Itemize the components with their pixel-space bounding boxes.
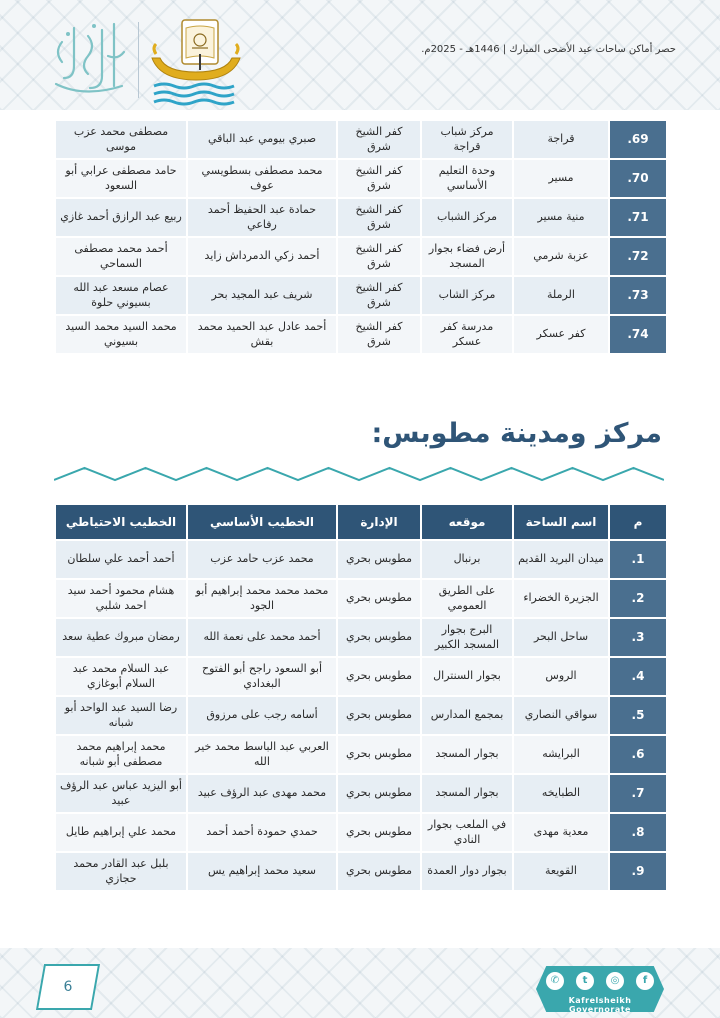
cell-primary: حمادة عبد الحفيظ أحمد رفاعي <box>188 199 336 236</box>
cell-location: بجوار المسجد <box>422 736 512 773</box>
cell-backup: حامد مصطفى عرابي أبو السعود <box>56 160 186 197</box>
instagram-icon[interactable]: ◎ <box>606 972 624 990</box>
cell-admin: كفر الشيخ شرق <box>338 277 420 314</box>
cell-primary: صبري بيومي عبد الباقي <box>188 121 336 158</box>
table-row <box>56 619 666 656</box>
cell-num: 6. <box>610 736 666 773</box>
table-row <box>56 580 666 617</box>
cell-name: الروس <box>514 658 608 695</box>
cell-primary: سعيد محمد إبراهيم يس <box>188 853 336 890</box>
table-row <box>56 277 666 314</box>
cell-admin: مطوبس بحري <box>338 814 420 851</box>
header-location: موقعه <box>422 505 512 539</box>
cell-location: على الطريق العمومي <box>422 580 512 617</box>
cell-admin: كفر الشيخ شرق <box>338 316 420 353</box>
cell-num: 2. <box>610 580 666 617</box>
cell-admin: كفر الشيخ شرق <box>338 121 420 158</box>
cell-num: 1. <box>610 541 666 578</box>
cell-location: البرج بجوار المسجد الكبير <box>422 619 512 656</box>
cell-admin: مطوبس بحري <box>338 736 420 773</box>
social-icons <box>546 972 654 992</box>
cell-primary: محمد محمد محمد إبراهيم أبو الجود <box>188 580 336 617</box>
cell-name: معدية مهدى <box>514 814 608 851</box>
cell-name: الجزيرة الخضراء <box>514 580 608 617</box>
cell-num: 74. <box>610 316 666 353</box>
table-row <box>56 238 666 275</box>
cell-num: 69. <box>610 121 666 158</box>
cell-backup: أحمد محمد مصطفى السماحي <box>56 238 186 275</box>
twitter-icon[interactable]: t <box>576 972 594 990</box>
cell-name: كفر عسكر <box>514 316 608 353</box>
table-row <box>56 697 666 734</box>
cell-backup: محمد إبراهيم محمد مصطفى أبو شبانه <box>56 736 186 773</box>
cell-backup: هشام محمود أحمد سيد احمد شلبي <box>56 580 186 617</box>
cell-name: منية مسير <box>514 199 608 236</box>
table-row <box>56 199 666 236</box>
header-admin: الإدارة <box>338 505 420 539</box>
table-row <box>56 853 666 890</box>
cell-backup: عصام مسعد عبد الله بسيوني حلوة <box>56 277 186 314</box>
cell-primary: حمدي حمودة أحمد أحمد <box>188 814 336 851</box>
page-number-badge <box>36 964 100 1010</box>
cell-location: بجوار دوار العمدة <box>422 853 512 890</box>
eid-calligraphy-logo <box>44 16 134 102</box>
wave-divider <box>54 462 664 486</box>
cell-primary: محمد مهدى عبد الرؤف عبيد <box>188 775 336 812</box>
cell-admin: مطوبس بحري <box>338 541 420 578</box>
facebook-icon[interactable]: f <box>636 972 654 990</box>
cell-num: 73. <box>610 277 666 314</box>
cell-name: البرايشه <box>514 736 608 773</box>
cell-primary: العربي عبد الباسط محمد خير الله <box>188 736 336 773</box>
cell-num: 4. <box>610 658 666 695</box>
cell-location: برنبال <box>422 541 512 578</box>
cell-primary: محمد مصطفى بسطويسي عوف <box>188 160 336 197</box>
cell-num: 71. <box>610 199 666 236</box>
cell-location: بمجمع المدارس <box>422 697 512 734</box>
cell-num: 9. <box>610 853 666 890</box>
whatsapp-icon[interactable]: ✆ <box>546 972 564 990</box>
cell-admin: مطوبس بحري <box>338 697 420 734</box>
cell-name: الرملة <box>514 277 608 314</box>
cell-admin: كفر الشيخ شرق <box>338 160 420 197</box>
cell-location: في الملعب بجوار النادي <box>422 814 512 851</box>
cell-primary: محمد عزب حامد عزب <box>188 541 336 578</box>
table-row <box>56 658 666 695</box>
governorate-name: Kafrelsheikh Governorate <box>568 996 632 1014</box>
cell-num: 72. <box>610 238 666 275</box>
cell-backup: محمد علي إبراهيم طايل <box>56 814 186 851</box>
mosques-table-continued <box>54 119 668 355</box>
cell-num: 70. <box>610 160 666 197</box>
cell-primary: أسامه رجب على مرزوق <box>188 697 336 734</box>
cell-name: سواقي النصاري <box>514 697 608 734</box>
cell-num: 3. <box>610 619 666 656</box>
cell-admin: مطوبس بحري <box>338 580 420 617</box>
governorate-boat-logo <box>146 14 246 106</box>
cell-primary: أحمد زكي الدمرداش زايد <box>188 238 336 275</box>
table-row <box>56 316 666 353</box>
cell-admin: مطوبس بحري <box>338 775 420 812</box>
cell-name: ساحل البحر <box>514 619 608 656</box>
cell-primary: أحمد محمد على نعمة الله <box>188 619 336 656</box>
cell-location: مركز الشباب <box>422 199 512 236</box>
document-header-title: حصر أماكن ساحات عيد الأضحى المبارك | 1446هـ - 2025م. <box>421 44 676 55</box>
cell-backup: أبو اليزيد عباس عبد الرؤف عبيد <box>56 775 186 812</box>
cell-location: مدرسة كفر عسكر <box>422 316 512 353</box>
cell-name: قراجة <box>514 121 608 158</box>
logo-divider <box>138 22 139 98</box>
cell-primary: أبو السعود راجح أبو الفتوح البغدادي <box>188 658 336 695</box>
cell-primary: أحمد عادل عبد الحميد محمد بقش <box>188 316 336 353</box>
cell-backup: محمد السيد محمد السيد بسيوني <box>56 316 186 353</box>
table-row <box>56 160 666 197</box>
cell-num: 7. <box>610 775 666 812</box>
cell-admin: مطوبس بحري <box>338 619 420 656</box>
header-name: اسم الساحة <box>514 505 608 539</box>
cell-name: عزبة شرمي <box>514 238 608 275</box>
cell-admin: كفر الشيخ شرق <box>338 199 420 236</box>
cell-primary: شريف عبد المجيد بحر <box>188 277 336 314</box>
cell-num: 8. <box>610 814 666 851</box>
cell-name: الطبايخه <box>514 775 608 812</box>
cell-backup: بلبل عبد القادر محمد حجازي <box>56 853 186 890</box>
mutobas-table <box>54 503 668 892</box>
cell-location: مركز شباب قراجة <box>422 121 512 158</box>
table-row <box>56 541 666 578</box>
cell-backup: مصطفى محمد عزب موسى <box>56 121 186 158</box>
cell-location: وحدة التعليم الأساسي <box>422 160 512 197</box>
cell-backup: عبد السلام محمد عبد السلام أبوغازي <box>56 658 186 695</box>
cell-location: بجوار السنترال <box>422 658 512 695</box>
cell-backup: رضا السيد عبد الواحد أبو شبانه <box>56 697 186 734</box>
header-backup-preacher: الخطيب الاحتياطي <box>56 505 186 539</box>
table-row <box>56 736 666 773</box>
cell-name: ميدان البريد القديم <box>514 541 608 578</box>
table-header-row <box>56 505 666 539</box>
header-num: م <box>610 505 666 539</box>
cell-backup: أحمد أحمد علي سلطان <box>56 541 186 578</box>
table-row <box>56 121 666 158</box>
cell-backup: رمضان مبروك عطية سعد <box>56 619 186 656</box>
cell-location: مركز الشاب <box>422 277 512 314</box>
cell-location: بجوار المسجد <box>422 775 512 812</box>
page-number: 6 <box>63 979 73 995</box>
cell-admin: كفر الشيخ شرق <box>338 238 420 275</box>
cell-backup: ربيع عبد الرازق أحمد غازي <box>56 199 186 236</box>
cell-num: 5. <box>610 697 666 734</box>
cell-name: القويعة <box>514 853 608 890</box>
table-row <box>56 775 666 812</box>
header-primary-preacher: الخطيب الأساسي <box>188 505 336 539</box>
cell-location: أرض فضاء بجوار المسجد <box>422 238 512 275</box>
cell-name: مسير <box>514 160 608 197</box>
table-row <box>56 814 666 851</box>
section-title: مركز ومدينة مطوبس: <box>371 418 662 449</box>
cell-admin: مطوبس بحري <box>338 853 420 890</box>
cell-admin: مطوبس بحري <box>338 658 420 695</box>
